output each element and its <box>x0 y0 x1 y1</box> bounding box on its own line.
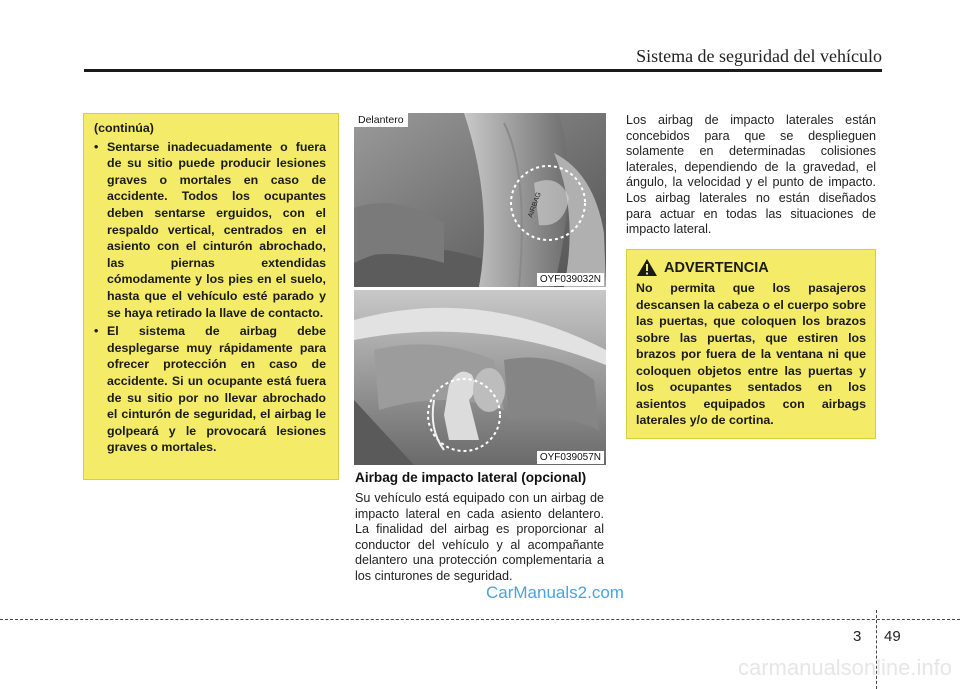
continued-warning-box <box>83 113 339 480</box>
figure-code: OYF039057N <box>537 451 604 464</box>
footer-rule <box>0 619 960 620</box>
warning-body: No permita que los pasajeros descansen la cabeza o el cuerpo sobre las puertas, que coloquen los brazos sobre las puertas, que estiren los brazos por fuera de la ventana ni que coloquen objetos entre las puertas y los ocupantes sentados en los asientos equipados con airbags laterales y/o de cortina. <box>636 281 866 427</box>
seat-illustration <box>354 113 606 287</box>
page-number: 49 <box>884 628 901 645</box>
header-rule <box>84 69 882 72</box>
chapter-number: 3 <box>853 628 862 645</box>
section-body: Su vehículo está equipado con un airbag de impacto lateral en cada asiento delantero. La finalidad del airbag es proporcionar al conductor del vehículo y al acompañante delantero una protección complementaria a los cinturones de seguridad. <box>355 491 604 583</box>
continued-heading: (continúa) <box>94 121 154 135</box>
curtain-airbag-figure <box>354 290 606 465</box>
continued-list <box>94 139 326 456</box>
figure-code: OYF039032N <box>537 273 604 286</box>
warning-triangle-icon <box>636 258 658 277</box>
watermark: CarManuals2.com <box>486 583 624 602</box>
warning-header <box>636 258 866 277</box>
header-title: Sistema de seguridad del vehículo <box>636 46 882 66</box>
front-label: Delantero <box>354 113 408 127</box>
warning-box <box>626 249 876 439</box>
airbag-label: AIRBAG <box>527 191 543 219</box>
seat-airbag-figure <box>354 113 606 287</box>
cabin-illustration <box>354 290 606 465</box>
continued-item: • El sistema de airbag debe desplegarse muy rápidamente para ofrecer protección en caso de accidente. Si un ocupante está fuera de su sitio por no llevar abrochado el cinturón de seguridad, el airbag le golpeará y le provocará lesiones graves o mortales. <box>94 323 326 456</box>
right-column-text: Los airbag de impacto laterales están concebidos para que se desplieguen solamente en determinadas colisiones laterales, dependiendo de la gravedad, el ángulo, la velocidad y el punto de impacto. Los airbag laterales no están diseñados para actuar en todas las situaciones de impacto lateral. <box>626 113 876 237</box>
site-watermark: carmanualsonline.info <box>737 655 952 680</box>
section-title: Airbag de impacto lateral (opcional) <box>355 470 587 485</box>
warning-title: ADVERTENCIA <box>664 259 769 276</box>
continued-item: • Sentarse inadecuadamente o fuera de su sitio puede producir lesiones graves o mortales en caso de accidente. Todos los ocupantes deben sentarse erguidos, con el respaldo vertical, centrados en el asiento con el cinturón abrochado, las piernas extendidas cómodamente y los pies en el suelo, hasta que el vehículo esté parado y se haya retirado la llave de contacto. <box>94 139 326 322</box>
